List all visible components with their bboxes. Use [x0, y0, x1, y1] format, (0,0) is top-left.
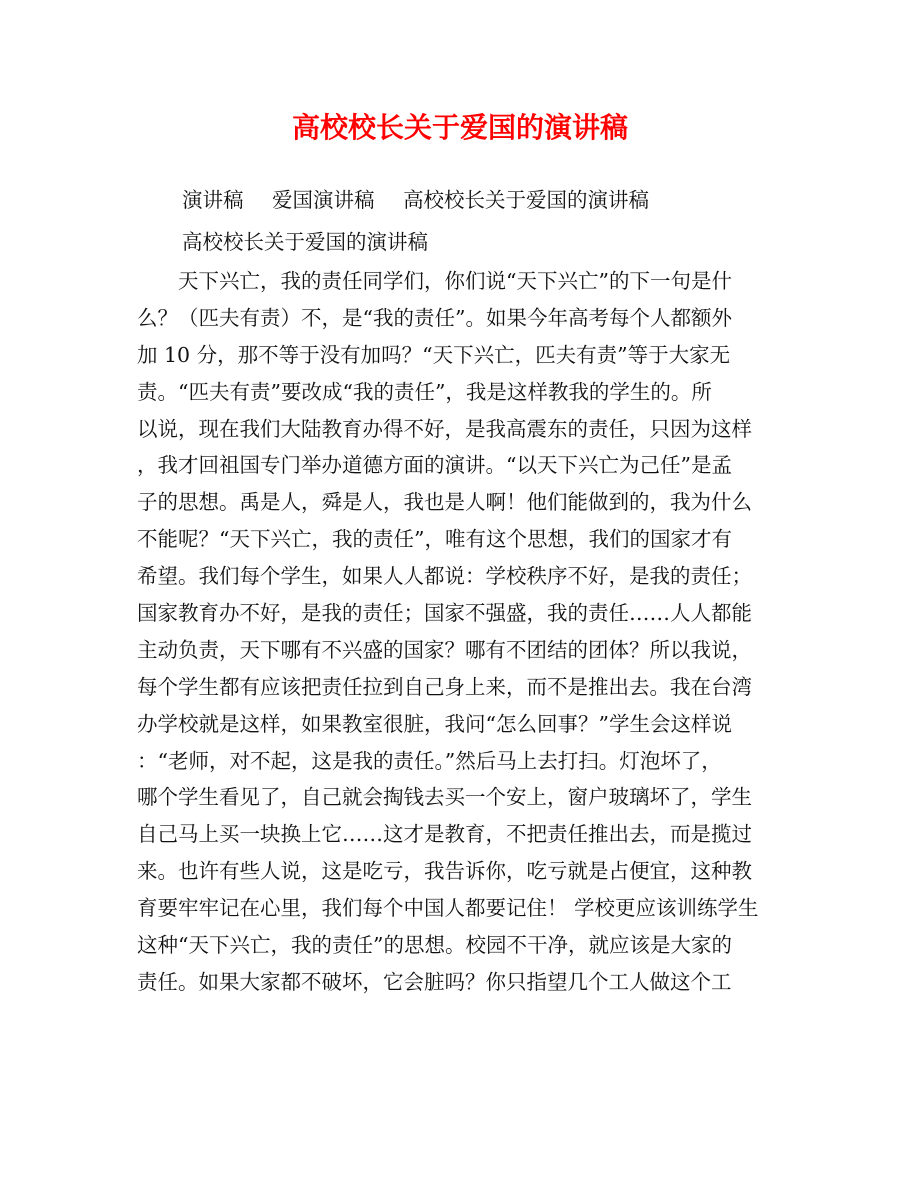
- text-line: 育要牢牢记在心里，我们每个中国人都要记住！ 学校更应该训练学生: [137, 896, 759, 921]
- text-line: 天下兴亡，我的责任同学们，你们说“天下兴亡”的下一句是什: [137, 269, 732, 293]
- text-line: 么？（匹夫有责）不，是“我的责任”。如果今年高考每个人都额外: [137, 305, 732, 330]
- text-line: 哪个学生看见了，自己就会掏钱去买一个安上，窗户玻璃坏了，学生: [137, 785, 752, 810]
- text-line: 不能呢？“天下兴亡，我的责任”，唯有这个思想，我们的国家才有: [137, 527, 732, 552]
- document-subtitle: 高校校长关于爱国的演讲稿: [182, 230, 428, 254]
- text-line: 责任。如果大家都不破坏，它会脏吗？你只指望几个工人做这个工: [137, 969, 732, 994]
- body-paragraph: [137, 263, 787, 1001]
- text-line: 来。也许有些人说，这是吃亏，我告诉你，吃亏就是占便宜，这种教: [137, 859, 752, 884]
- document-title: 高校校长关于爱国的演讲稿: [291, 111, 628, 144]
- text-line: 以说，现在我们大陆教育办得不好，是我高震东的责任，只因为这样: [137, 416, 752, 441]
- text-line: ，我才回祖国专门举办道德方面的演讲。“以天下兴亡为己任”是孟: [137, 453, 732, 478]
- text-line: 自己马上买一块换上它……这才是教育，不把责任推出去，而是揽过: [137, 822, 752, 847]
- text-line: 子的思想。禹是人，舜是人，我也是人啊！他们能做到的，我为什么: [137, 490, 752, 515]
- tag-line: [182, 186, 671, 214]
- text-line: 这种“天下兴亡，我的责任”的思想。校园不干净，就应该是大家的: [137, 933, 732, 958]
- text-line: 每个学生都有应该把责任拉到自己身上来，而不是推出去。我在台湾: [137, 674, 752, 699]
- text-line: 国家教育办不好，是我的责任；国家不强盛，我的责任……人人都能: [137, 601, 752, 626]
- text-line: 加 10 分，那不等于没有加吗？“天下兴亡，匹夫有责”等于大家无: [137, 342, 731, 367]
- text-line: 责。“匹夫有责”要改成“我的责任”，我是这样教我的学生的。所: [137, 379, 712, 404]
- tag-item: 高校校长关于爱国的演讲稿: [403, 188, 650, 212]
- text-line: 希望。我们每个学生，如果人人都说：学校秩序不好，是我的责任；: [137, 564, 752, 589]
- text-line: 主动负责，天下哪有不兴盛的国家？哪有不团结的团体？所以我说，: [137, 637, 752, 662]
- tag-item: 演讲稿: [182, 188, 244, 212]
- tag-item: 爱国演讲稿: [272, 188, 375, 212]
- text-line: ：“老师，对不起，这是我的责任。”然后马上去打扫。灯泡坏了，: [137, 748, 722, 773]
- text-line: 办学校就是这样，如果教室很脏，我问“怎么回事？”学生会这样说: [137, 711, 732, 736]
